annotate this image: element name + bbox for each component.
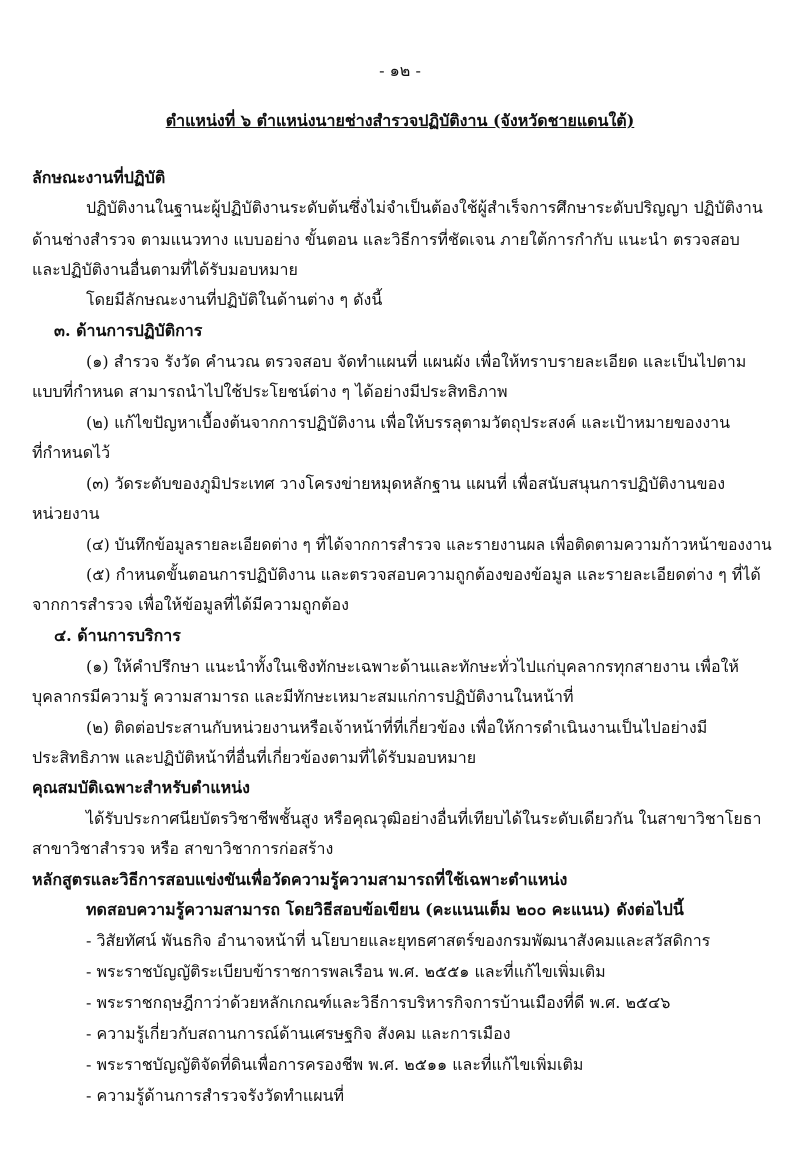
document-heading: ตำแหน่งที่ ๖ ตำแหน่งนายช่างสำรวจปฏิบัติงาน (จังหวัดชายแดนใต้) (165, 111, 635, 130)
paragraph-line: และปฏิบัติงานอื่นตามที่ได้รับมอบหมาย (32, 260, 298, 279)
list-item-continuation: แบบที่กำหนด สามารถนำไปใช้ประโยชน์ต่าง ๆ ได้อย่างมีประสิทธิภาพ (32, 382, 508, 401)
list-item: (๕) กำหนดขั้นตอนการปฏิบัติงาน และตรวจสอบความถูกต้องของข้อมูล และรายละเอียดต่าง ๆ ที่ได้ (86, 565, 761, 584)
list-item: (๒) แก้ไขปัญหาเบื้องต้นจากการปฏิบัติงาน เพื่อให้บรรลุตามวัตถุประสงค์ และเป้าหมายของงาน (86, 413, 731, 432)
paragraph-line: สาขาวิชาสำรวจ หรือ สาขาวิชาการก่อสร้าง (32, 839, 334, 858)
section-title-job: ลักษณะงานที่ปฏิบัติ (32, 168, 166, 187)
list-item: (๒) ติดต่อประสานกับหน่วยงานหรือเจ้าหน้าที่ที่เกี่ยวข้อง เพื่อให้การดำเนินงานเป็นไปอย่างมี (86, 718, 708, 737)
paragraph-line: โดยมีลักษณะงานที่ปฏิบัติในด้านต่าง ๆ ดังนี้ (86, 290, 383, 309)
exam-item: - วิสัยทัศน์ พันธกิจ อำนาจหน้าที่ นโยบายและยุทธศาสตร์ของกรมพัฒนาสังคมและสวัสดิการ (86, 931, 711, 950)
list-item-continuation: ที่กำหนดไว้ (32, 443, 111, 462)
list-item: (๓) วัดระดับของภูมิประเทศ วางโครงข่ายหมุดหลักฐาน แผนที่ เพื่อสนับสนุนการปฏิบัติงานของ (86, 474, 725, 493)
list-item: (๑) ให้คำปรึกษา แนะนำทั้งในเชิงทักษะเฉพาะด้านและทักษะทั่วไปแก่บุคลากรทุกสายงาน เพื่อให้ (86, 657, 739, 676)
list-item-continuation: หน่วยงาน (32, 504, 100, 523)
subsection-title-service: ๔. ด้านการบริการ (54, 626, 181, 645)
exam-item: - พระราชกฤษฎีกาว่าด้วยหลักเกณฑ์และวิธีการบริหารกิจการบ้านเมืองที่ดี พ.ศ. ๒๕๔๖ (86, 993, 671, 1012)
list-item-continuation: จากการสำรวจ เพื่อให้ข้อมูลที่ได้มีความถูกต้อง (32, 595, 349, 614)
exam-item: - ความรู้เกี่ยวกับสถานการณ์ด้านเศรษฐกิจ สังคม และการเมือง (86, 1024, 511, 1043)
exam-lead: ทดสอบความรู้ความสามารถ โดยวิธีสอบข้อเขียน (คะแนนเต็ม ๒๐๐ คะแนน) ดังต่อไปนี้ (86, 900, 684, 919)
exam-item: - พระราชบัญญัติระเบียบข้าราชการพลเรือน พ.ศ. ๒๕๕๑ และที่แก้ไขเพิ่มเติม (86, 962, 606, 981)
exam-item: - พระราชบัญญัติจัดที่ดินเพื่อการครองชีพ พ.ศ. ๒๕๑๑ และที่แก้ไขเพิ่มเติม (86, 1055, 584, 1074)
page-number: - ๑๒ - (379, 61, 421, 80)
section-title-exam: หลักสูตรและวิธีการสอบแข่งขันเพื่อวัดความรู้ความสามารถที่ใช้เฉพาะตำแหน่ง (32, 870, 568, 889)
paragraph-line: ปฏิบัติงานในฐานะผู้ปฏิบัติงานระดับต้นซึ่งไม่จำเป็นต้องใช้ผู้สำเร็จการศึกษาระดับปริญญา ปฏิบัติงาน (86, 198, 763, 217)
exam-item: - ความรู้ด้านการสำรวจรังวัดทำแผนที่ (86, 1086, 345, 1105)
list-item: (๑) สำรวจ รังวัด คำนวณ ตรวจสอบ จัดทำแผนที่ แผนผัง เพื่อให้ทราบรายละเอียด และเป็นไปตาม (86, 352, 747, 371)
list-item-continuation: บุคลากรมีความรู้ ความสามารถ และมีทักษะเหมาะสมแก่การปฏิบัติงานในหน้าที่ (32, 687, 574, 706)
subsection-title-operations: ๓. ด้านการปฏิบัติการ (54, 321, 203, 340)
paragraph-line: ได้รับประกาศนียบัตรวิชาชีพชั้นสูง หรือคุณวุฒิอย่างอื่นที่เทียบได้ในระดับเดียวกัน ในสาขาวิชาโยธา (86, 809, 762, 828)
list-item: (๔) บันทึกข้อมูลรายละเอียดต่าง ๆ ที่ได้จากการสำรวจ และรายงานผล เพื่อติดตามความก้าวหน้าของงาน (86, 535, 772, 554)
list-item-continuation: ประสิทธิภาพ และปฏิบัติหน้าที่อื่นที่เกี่ยวข้องตามที่ได้รับมอบหมาย (32, 748, 477, 767)
paragraph-line: ด้านช่างสำรวจ ตามแนวทาง แบบอย่าง ขั้นตอน และวิธีการที่ชัดเจน ภายใต้การกำกับ แนะนำ ตรวจสอบ (32, 230, 740, 249)
section-title-qualifications: คุณสมบัติเฉพาะสำหรับตำแหน่ง (32, 778, 250, 797)
